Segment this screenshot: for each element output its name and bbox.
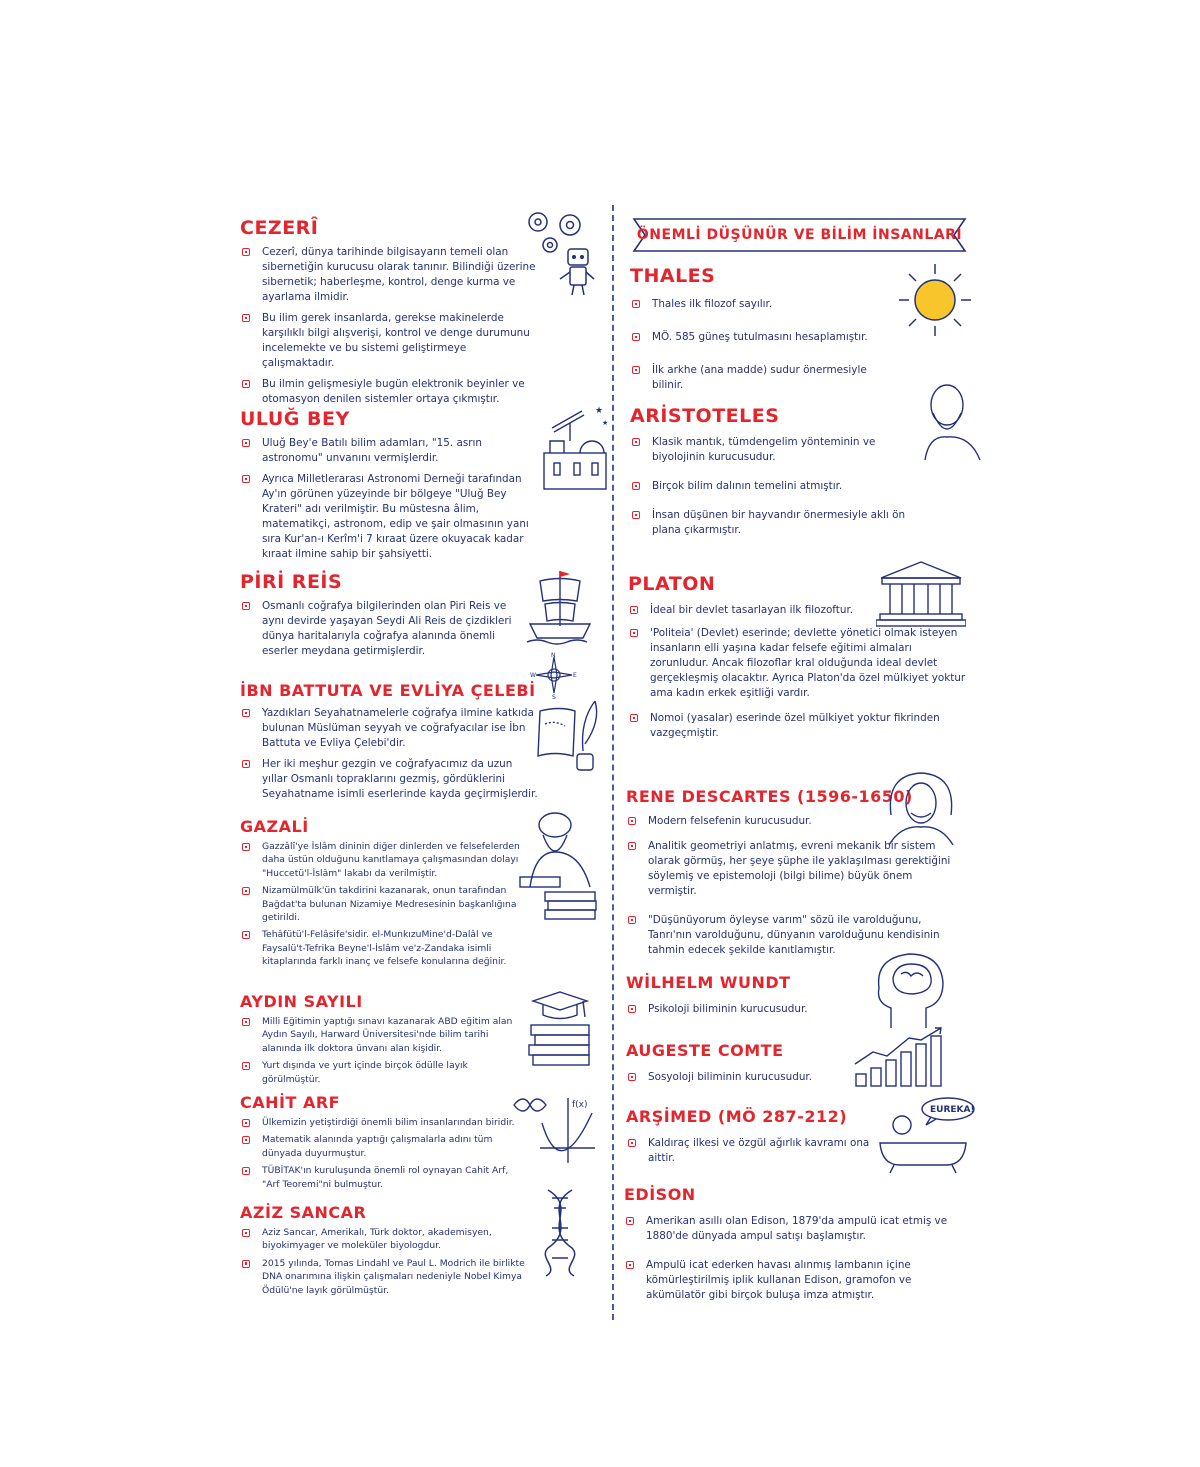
list-item: Nomoi (yasalar) eserinde özel mülkiyet yoktur fikrinden vazgeçmiştir. (628, 711, 968, 741)
compass-w: W (530, 672, 536, 679)
compass-s: S (552, 694, 556, 699)
bullet-icon (628, 916, 636, 924)
bullet-icon (242, 931, 250, 939)
bullet-icon (242, 843, 250, 851)
bullet-icon (632, 300, 640, 308)
section-title: AYDIN SAYILI (240, 992, 363, 1011)
dna-helix-icon (540, 1188, 580, 1278)
bullet-icon (242, 1229, 250, 1237)
bullet-icon (242, 1062, 250, 1070)
list-item: Amerikan asıllı olan Edison, 1879'da ampulü icat etmiş ve 1880'de dünyada ampul satışı başlamıştır. (624, 1214, 954, 1244)
bullet-icon (242, 314, 250, 322)
list-item: Yurt dışında ve yurt içinde birçok ödülle layık görülmüştür. (240, 1059, 525, 1086)
section-ibn-battuta (240, 681, 610, 802)
bullet-icon (628, 1139, 636, 1147)
bullet-icon (632, 482, 640, 490)
list-item: Her iki meşhur gezgin ve coğrafyacımız da uzun yıllar Osmanlı topraklarını gezmiş, gördüklerini Seyahatname isimli eserlerinde kayda geçirmişlerdir. (240, 757, 540, 802)
list-item: Aziz Sancar, Amerikalı, Türk doktor, akademisyen, biyokimyager ve moleküler biyologdur. (240, 1226, 525, 1253)
list-item: Nizamülmülk'ün takdirini kazanarak, onun tarafından Bağdat'ta bulunan Nizamiye Medresesinin başkanlığına getirildi. (240, 884, 525, 924)
compass-e: E (573, 672, 577, 679)
list-item: Cezerî, dünya tarihinde bilgisayarın temeli olan sibernetiğin kurucusu olarak tanınır. Bilindiği üzerine sibernetik; haberleşme, kontrol, denge kurma ve ayarlama ilmidir. (240, 245, 540, 305)
bullet-icon (632, 366, 640, 374)
section-title: AUGESTE COMTE (626, 1041, 784, 1060)
bullet-icon (632, 333, 640, 341)
books-graduation-cap-icon (525, 987, 595, 1072)
bullet-icon (242, 1018, 250, 1026)
list-item: "Düşünüyorum öyleyse varım" sözü ile varolduğunu, Tanrı'nın varolduğunu, dünyanın varolduğunu kendisinin tahmin edecek şekilde kanıtlamıştır. (626, 913, 961, 958)
section-wundt (626, 973, 972, 1017)
section-edison (624, 1185, 972, 1303)
svg-text:★: ★ (595, 406, 604, 416)
fx-label: f(x) (572, 1100, 588, 1110)
section-title: THALES (630, 265, 716, 287)
bullet-icon (242, 1136, 250, 1144)
gears-robot-icon (520, 207, 600, 297)
list-item: Milli Eğitimin yaptığı sınavı kazanarak ABD eğitim alan Aydın Sayılı, Harward Üniversitesi'nde bilim tarihi alanında ilk doktora ünvanı alan kişidir. (240, 1015, 525, 1055)
bullet-icon (242, 380, 250, 388)
bullet-icon (242, 475, 250, 483)
bathtub-archimedes-icon (876, 1095, 976, 1175)
section-title: PLATON (628, 573, 716, 595)
section-arsimed (626, 1105, 975, 1166)
section-title: AZİZ SANCAR (240, 1203, 367, 1222)
list-item: Ayrıca Milletlerarası Astronomi Derneği tarafından Ay'ın görünen yüzeyinde bir bölgeye "Uluğ Bey Krateri" adı verilmiştir. Bu müstesna âlim, matematikçi, astronom, edip ve şair olmasının yanı sıra Kur'an-ı Kerîm'i 7 kıraat üzere okuyacak kadar kıraat ilmine sahip bir şahsiyetti. (240, 472, 540, 562)
section-title: CEZERÎ (240, 217, 319, 239)
banner-title: ÖNEMLİ DÜŞÜNÜR VE BİLİM İNSANLARI (636, 227, 963, 243)
list-item: İlk arkhe (ana madde) sudur önermesiyle bilinir. (630, 363, 890, 393)
ship-icon (525, 566, 595, 646)
list-item: İnsan düşünen bir hayvandır önermesiyle aklı ön plana çıkarmıştır. (630, 508, 920, 538)
section-title: ULUĞ BEY (240, 408, 350, 430)
list-item: Yazdıkları Seyahatnamelerle coğrafya ilmine katkıda bulunan Müslüman seyyah ve coğrafyacılar ise İbn Battuta ve Evliya Çelebi'dir. (240, 706, 540, 751)
sun-icon (895, 260, 975, 340)
center-divider (612, 205, 614, 1320)
section-platon (628, 573, 972, 741)
section-gazali (240, 817, 610, 969)
bullet-icon (242, 602, 250, 610)
section-thales (630, 265, 972, 393)
eureka-bubble: EUREKA! (930, 1105, 975, 1115)
bullet-icon (630, 606, 638, 614)
list-item: Ampulü icat ederken havası alınmış lambanın içine kömürleştirilmiş iplik kullanan Edison, gramofon ve akümülatör gibi birçok buluşa imza atmıştır. (624, 1258, 954, 1303)
list-item: Thales ilk filozof sayılır. (630, 297, 890, 312)
list-item: Analitik geometriyi anlatmış, evreni mekanik bir sistem olarak görmüş, her şeye şüphe ile yaklaşılması gerektiğini söylemiş ve epistemoloji (bilgi bilime) büyük önem vermiştir. (626, 839, 961, 899)
list-item: 2015 yılında, Tomas Lindahl ve Paul L. Modrich ile birlikte DNA onarımına ilişkin çalışmaları nedeniyle Nobel Kimya Ödülü'ne layık görülmüştür. (240, 1257, 525, 1297)
section-title: İBN BATTUTA VE EVLİYA ÇELEBİ (240, 681, 536, 700)
svg-text:★: ★ (602, 419, 609, 427)
bullet-icon (626, 1261, 634, 1269)
scholar-writing-icon (510, 807, 600, 927)
list-item: Bu ilim gerek insanlarda, gerekse makinelerde karşılıklı bilgi alışverişi, kontrol ve denge durumunu incelemekte ve bu sistemi geliştirmeye çalışmaktadır. (240, 311, 540, 371)
bullet-icon (626, 1217, 634, 1225)
bullet-icon (628, 842, 636, 850)
section-title: WİLHELM WUNDT (626, 973, 791, 992)
bullet-icon (242, 1167, 250, 1175)
bullet-icon (628, 1005, 636, 1013)
bullet-icon (628, 817, 636, 825)
bullet-icon (628, 1073, 636, 1081)
section-ulug-bey (240, 408, 610, 562)
list-item: Birçok bilim dalının temelini atmıştır. (630, 479, 920, 494)
bullet-icon (632, 511, 640, 519)
list-item: Sosyoloji biliminin kurucusudur. (626, 1070, 866, 1085)
bullet-icon (242, 709, 250, 717)
section-aziz-sancar (240, 1203, 610, 1297)
bullet-icon (630, 714, 638, 722)
list-item: Osmanlı coğrafya bilgilerinden olan Piri Reis ve aynı devirde yaşayan Seydi Ali Reis de çizdikleri dünya haritalarıyla coğrafya alanında önemli eserler meydana getirmişlerdir. (240, 599, 515, 659)
section-title: ARŞİMED (MÖ 287-212) (626, 1107, 848, 1126)
bullet-icon (242, 760, 250, 768)
list-item: 'Politeia' (Devlet) eserinde; devlette yönetici olmak isteyen insanların elli yaşına kadar felsefe eğitimi almaları zorunludur. Ancak filozoflar kral olduğunda ideal devlet gerçekleşmiş olacaktır. Ayrıca Platon'da özel mülkiyet yoktur ama kadın erkek eşitliği vardır. (628, 626, 968, 701)
list-item: Modern felsefenin kurucusudur. (626, 814, 961, 829)
list-item: İdeal bir devlet tasarlayan ilk filozoftur. (628, 603, 968, 618)
section-aydin-sayili (240, 992, 610, 1086)
bullet-icon (242, 248, 250, 256)
list-item: Uluğ Bey'e Batılı bilim adamları, "15. asrın astronomu" unvanını vermişlerdir. (240, 436, 540, 466)
section-title: PİRİ REİS (240, 571, 343, 593)
observatory-telescope-icon (540, 403, 610, 493)
bullet-icon (242, 887, 250, 895)
bullet-icon (242, 439, 250, 447)
bullet-icon (242, 1260, 250, 1268)
section-title: GAZALİ (240, 817, 309, 836)
section-descartes (626, 787, 972, 958)
bullet-icon (632, 438, 640, 446)
section-aristoteles (630, 405, 972, 538)
section-title: ARİSTOTELES (630, 405, 780, 427)
greek-temple-icon (876, 558, 966, 628)
list-item: Ülkemizin yetiştirdiği önemli bilim insanlarından biridir. (240, 1116, 515, 1129)
aristotle-bust-icon (915, 375, 985, 465)
section-cezeri (240, 217, 610, 407)
list-item: Gazzâlî'ye İslâm dininin diğer dinlerden ve felsefelerden daha üstün olduğunu kanıtlamaya çalışmasından dolayı "Huccetü'l-İslâm" lakabı da verilmiştir. (240, 840, 525, 880)
list-item: MÖ. 585 güneş tutulmasını hesaplamıştır. (630, 330, 890, 345)
growth-chart-icon (851, 1026, 946, 1091)
bullet-icon (242, 1119, 250, 1127)
list-item: Psikoloji biliminin kurucusudur. (626, 1002, 866, 1017)
compass-n: N (551, 652, 556, 659)
list-item: Matematik alanında yaptığı çalışmalarla adını tüm dünyada duyurmuştur. (240, 1133, 515, 1160)
scroll-map-quill-icon (535, 696, 605, 776)
section-title: RENE DESCARTES (1596-1650) (626, 787, 913, 806)
list-item: TÜBİTAK'ın kuruluşunda önemli rol oynayan Cahit Arf, "Arf Teoremi"ni bulmuştur. (240, 1164, 515, 1191)
function-graph-icon (510, 1093, 600, 1168)
section-title: CAHİT ARF (240, 1093, 341, 1112)
descartes-portrait-icon (881, 765, 961, 845)
head-brain-icon (871, 948, 951, 1033)
section-title: EDİSON (624, 1185, 696, 1204)
bullet-icon (630, 629, 638, 637)
list-item: Bu ilmin gelişmesiyle bugün elektronik beyinler ve otomasyon denilen sistemler ortaya çıkmıştır. (240, 377, 540, 407)
list-item: Tehâfütü'l-Felâsife'sidir. el-MunkızuMine'd-Dalâl ve Faysalü't-Tefrika Beyne'l-İslâm ve'z-Zandaka isimli kitaplarında farklı inanç ve felsefe konularına değinir. (240, 928, 525, 968)
list-item: Kaldıraç ilkesi ve özgül ağırlık kavramı ona aittir. (626, 1136, 876, 1166)
list-item: Klasik mantık, tümdengelim yönteminin ve biyolojinin kurucusudur. (630, 435, 920, 465)
section-cahit-arf (240, 1093, 610, 1191)
section-comte (626, 1041, 972, 1085)
